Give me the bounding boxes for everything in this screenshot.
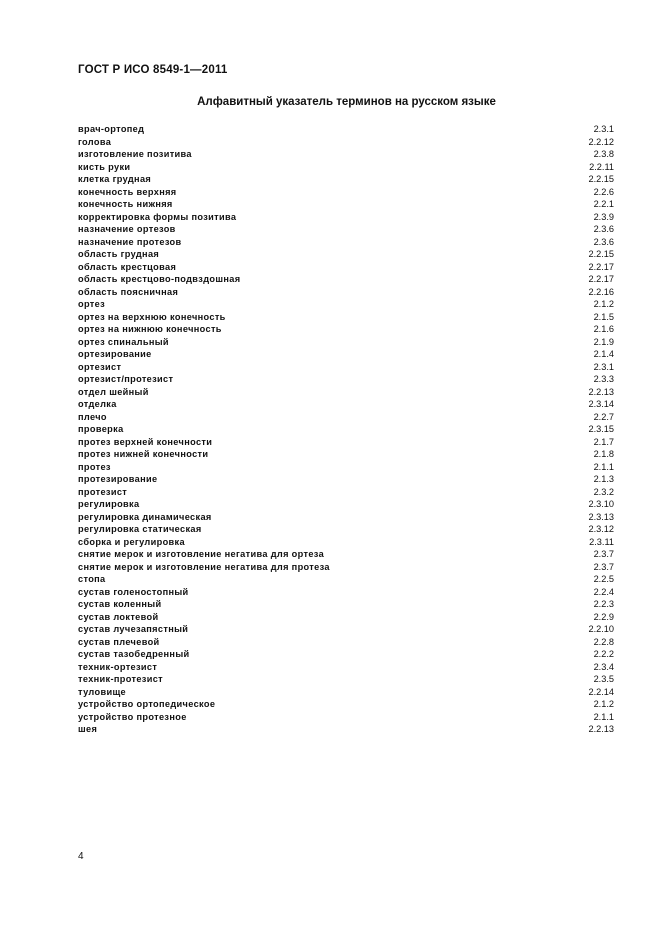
index-entry (78, 323, 614, 336)
index-entry-reference: 2.3.12 (588, 524, 614, 534)
index-entry (78, 198, 614, 211)
index-entry-reference: 2.1.9 (593, 336, 614, 347)
index-entry-reference: 2.3.5 (593, 674, 614, 684)
index-entry-term: ортезист (78, 361, 122, 372)
index-entry-reference: 2.3.8 (593, 149, 614, 159)
index-entry-term: назначение протезов (78, 236, 182, 247)
index-entry-term: проверка (78, 424, 124, 434)
index-entry-reference: 2.1.4 (593, 349, 614, 359)
index-entry-reference: 2.1.2 (593, 299, 614, 309)
index-entry (78, 573, 614, 586)
index-title (0, 96, 661, 108)
index-entry-reference: 2.3.10 (588, 499, 614, 509)
index-entry-reference: 2.1.8 (593, 449, 614, 459)
index-entry-term: ортезист/протезист (78, 374, 174, 384)
index-entry-reference: 2.1.6 (593, 324, 614, 334)
index-entry (78, 586, 614, 599)
index-entry (78, 411, 614, 424)
index-entry-term: снятие мерок и изготовление негатива для ортеза (78, 549, 325, 559)
index-entry-term: сустав локтевой (78, 611, 159, 622)
index-entry-reference: 2.2.13 (588, 386, 614, 397)
index-entry-reference: 2.1.7 (593, 436, 614, 447)
index-entry (78, 348, 614, 361)
index-entry-reference: 2.3.14 (588, 399, 614, 409)
index-entry-reference: 2.2.5 (593, 574, 614, 584)
index-entry-reference: 2.3.15 (588, 424, 614, 434)
index-entry-reference: 2.1.3 (593, 474, 614, 484)
index-entry-reference: 2.2.8 (593, 636, 614, 647)
index-entry-term: ортез на верхнюю конечность (78, 311, 226, 322)
index-entry-reference: 2.2.16 (588, 286, 614, 297)
index-entry-term: сустав голеностопный (78, 586, 189, 597)
index-entry-reference: 2.3.7 (593, 561, 614, 572)
index-entry-reference: 2.2.11 (589, 161, 614, 172)
index-entry (78, 211, 614, 224)
index-entry-term: область крестцовая (78, 261, 177, 272)
term-index-list (78, 123, 614, 736)
index-entry-term: техник-протезист (78, 674, 164, 684)
index-entry-reference: 2.1.1 (593, 461, 614, 472)
index-entry (78, 486, 614, 499)
index-entry (78, 386, 614, 399)
index-entry-reference: 2.2.12 (588, 136, 614, 147)
index-entry (78, 461, 614, 474)
index-entry (78, 448, 614, 461)
index-entry-term: стопа (78, 574, 106, 584)
index-entry-reference: 2.2.17 (588, 274, 614, 284)
index-entry-reference: 2.2.2 (593, 649, 614, 659)
index-entry-term: конечность верхняя (78, 186, 177, 197)
index-entry-reference: 2.3.1 (593, 361, 614, 372)
index-entry-reference: 2.2.6 (593, 186, 614, 197)
index-entry-reference: 2.3.4 (593, 661, 614, 672)
index-entry-term: область крестцово-подвздошная (78, 274, 241, 284)
index-entry-term: протез верхней конечности (78, 436, 213, 447)
index-entry-term: снятие мерок и изготовление негатива для протеза (78, 561, 330, 572)
document-code-header: ГОСТ Р ИСО 8549-1—2011 (78, 64, 228, 76)
index-entry-reference: 2.2.13 (588, 724, 614, 734)
index-entry-term: протез (78, 461, 111, 472)
index-entry-reference: 2.2.15 (588, 249, 614, 259)
index-entry-term: кисть руки (78, 161, 131, 172)
index-entry (78, 498, 614, 511)
index-entry-reference: 2.3.9 (593, 211, 614, 222)
index-entry-term: протез нижней конечности (78, 449, 209, 459)
index-entry-reference: 2.3.1 (593, 124, 614, 134)
index-entry (78, 273, 614, 286)
index-entry-reference: 2.2.9 (593, 611, 614, 622)
index-entry (78, 173, 614, 186)
index-entry-reference: 2.3.13 (588, 511, 614, 522)
index-entry-term: туловище (78, 686, 127, 697)
index-entry (78, 686, 614, 699)
index-entry (78, 123, 614, 136)
index-entry-term: плечо (78, 411, 107, 422)
index-entry-reference: 2.3.6 (593, 224, 614, 234)
index-entry-term: конечность нижняя (78, 199, 173, 209)
index-entry-reference: 2.2.1 (593, 199, 614, 209)
index-entry (78, 698, 614, 711)
index-entry-reference: 2.2.4 (593, 586, 614, 597)
index-entry (78, 648, 614, 661)
index-entry (78, 673, 614, 686)
index-entry-term: врач-ортопед (78, 124, 145, 134)
index-entry-term: назначение ортезов (78, 224, 176, 234)
index-title-text: Алфавитный указатель терминов на русском языке (197, 96, 496, 108)
index-entry (78, 473, 614, 486)
index-entry-reference: 2.2.10 (588, 624, 614, 634)
index-entry-term: корректировка формы позитива (78, 211, 237, 222)
index-entry (78, 161, 614, 174)
index-entry-reference: 2.3.3 (593, 374, 614, 384)
index-entry (78, 373, 614, 386)
index-entry-reference: 2.3.6 (593, 236, 614, 247)
index-entry-reference: 2.2.14 (588, 686, 614, 697)
index-entry-reference: 2.2.17 (588, 261, 614, 272)
index-entry (78, 261, 614, 274)
index-entry-term: регулировка статическая (78, 524, 202, 534)
index-entry-reference: 2.2.7 (593, 411, 614, 422)
index-entry (78, 598, 614, 611)
index-entry-term: сустав коленный (78, 599, 162, 609)
index-entry-term: сборка и регулировка (78, 536, 185, 547)
index-entry-term: сустав тазобедренный (78, 649, 190, 659)
index-entry-term: ортез (78, 299, 106, 309)
index-entry (78, 723, 614, 736)
index-entry-term: отдел шейный (78, 386, 149, 397)
index-entry-term: сустав плечевой (78, 636, 160, 647)
index-entry (78, 136, 614, 149)
index-entry (78, 236, 614, 249)
index-entry (78, 361, 614, 374)
index-entry (78, 548, 614, 561)
index-entry-reference: 2.2.3 (593, 599, 614, 609)
index-entry-reference: 2.3.11 (589, 536, 614, 547)
index-entry-reference: 2.1.5 (593, 311, 614, 322)
index-entry-term: устройство протезное (78, 711, 187, 722)
index-entry (78, 186, 614, 199)
index-entry-term: сустав лучезапястный (78, 624, 189, 634)
index-entry-term: протезист (78, 486, 128, 497)
index-entry-reference: 2.1.2 (593, 699, 614, 709)
index-entry (78, 623, 614, 636)
index-entry (78, 661, 614, 674)
index-entry (78, 223, 614, 236)
index-entry-term: ортез на нижнюю конечность (78, 324, 222, 334)
index-entry (78, 711, 614, 724)
index-entry-term: техник-ортезист (78, 661, 158, 672)
index-entry (78, 248, 614, 261)
index-entry (78, 423, 614, 436)
index-entry-term: регулировка (78, 499, 140, 509)
index-entry-reference: 2.1.1 (593, 711, 614, 722)
index-entry (78, 286, 614, 299)
index-entry-term: протезирование (78, 474, 158, 484)
index-entry-term: область поясничная (78, 286, 179, 297)
index-entry-term: область грудная (78, 249, 160, 259)
index-entry-term: ортезирование (78, 349, 152, 359)
index-entry (78, 523, 614, 536)
index-entry (78, 511, 614, 524)
index-entry (78, 148, 614, 161)
index-entry-term: изготовление позитива (78, 149, 192, 159)
index-entry (78, 611, 614, 624)
index-entry (78, 561, 614, 574)
index-entry-reference: 2.3.2 (593, 486, 614, 497)
index-entry-term: отделка (78, 399, 117, 409)
index-entry-term: ортез спинальный (78, 336, 169, 347)
index-entry (78, 298, 614, 311)
index-entry (78, 536, 614, 549)
index-entry (78, 311, 614, 324)
index-entry (78, 436, 614, 449)
index-entry (78, 336, 614, 349)
index-entry-reference: 2.2.15 (588, 174, 614, 184)
index-entry-term: голова (78, 136, 112, 147)
index-entry-term: устройство ортопедическое (78, 699, 216, 709)
index-entry-reference: 2.3.7 (593, 549, 614, 559)
index-entry (78, 398, 614, 411)
index-entry-term: шея (78, 724, 98, 734)
index-entry-term: регулировка динамическая (78, 511, 212, 522)
index-entry (78, 636, 614, 649)
index-entry-term: клетка грудная (78, 174, 152, 184)
page-number: 4 (78, 851, 84, 862)
